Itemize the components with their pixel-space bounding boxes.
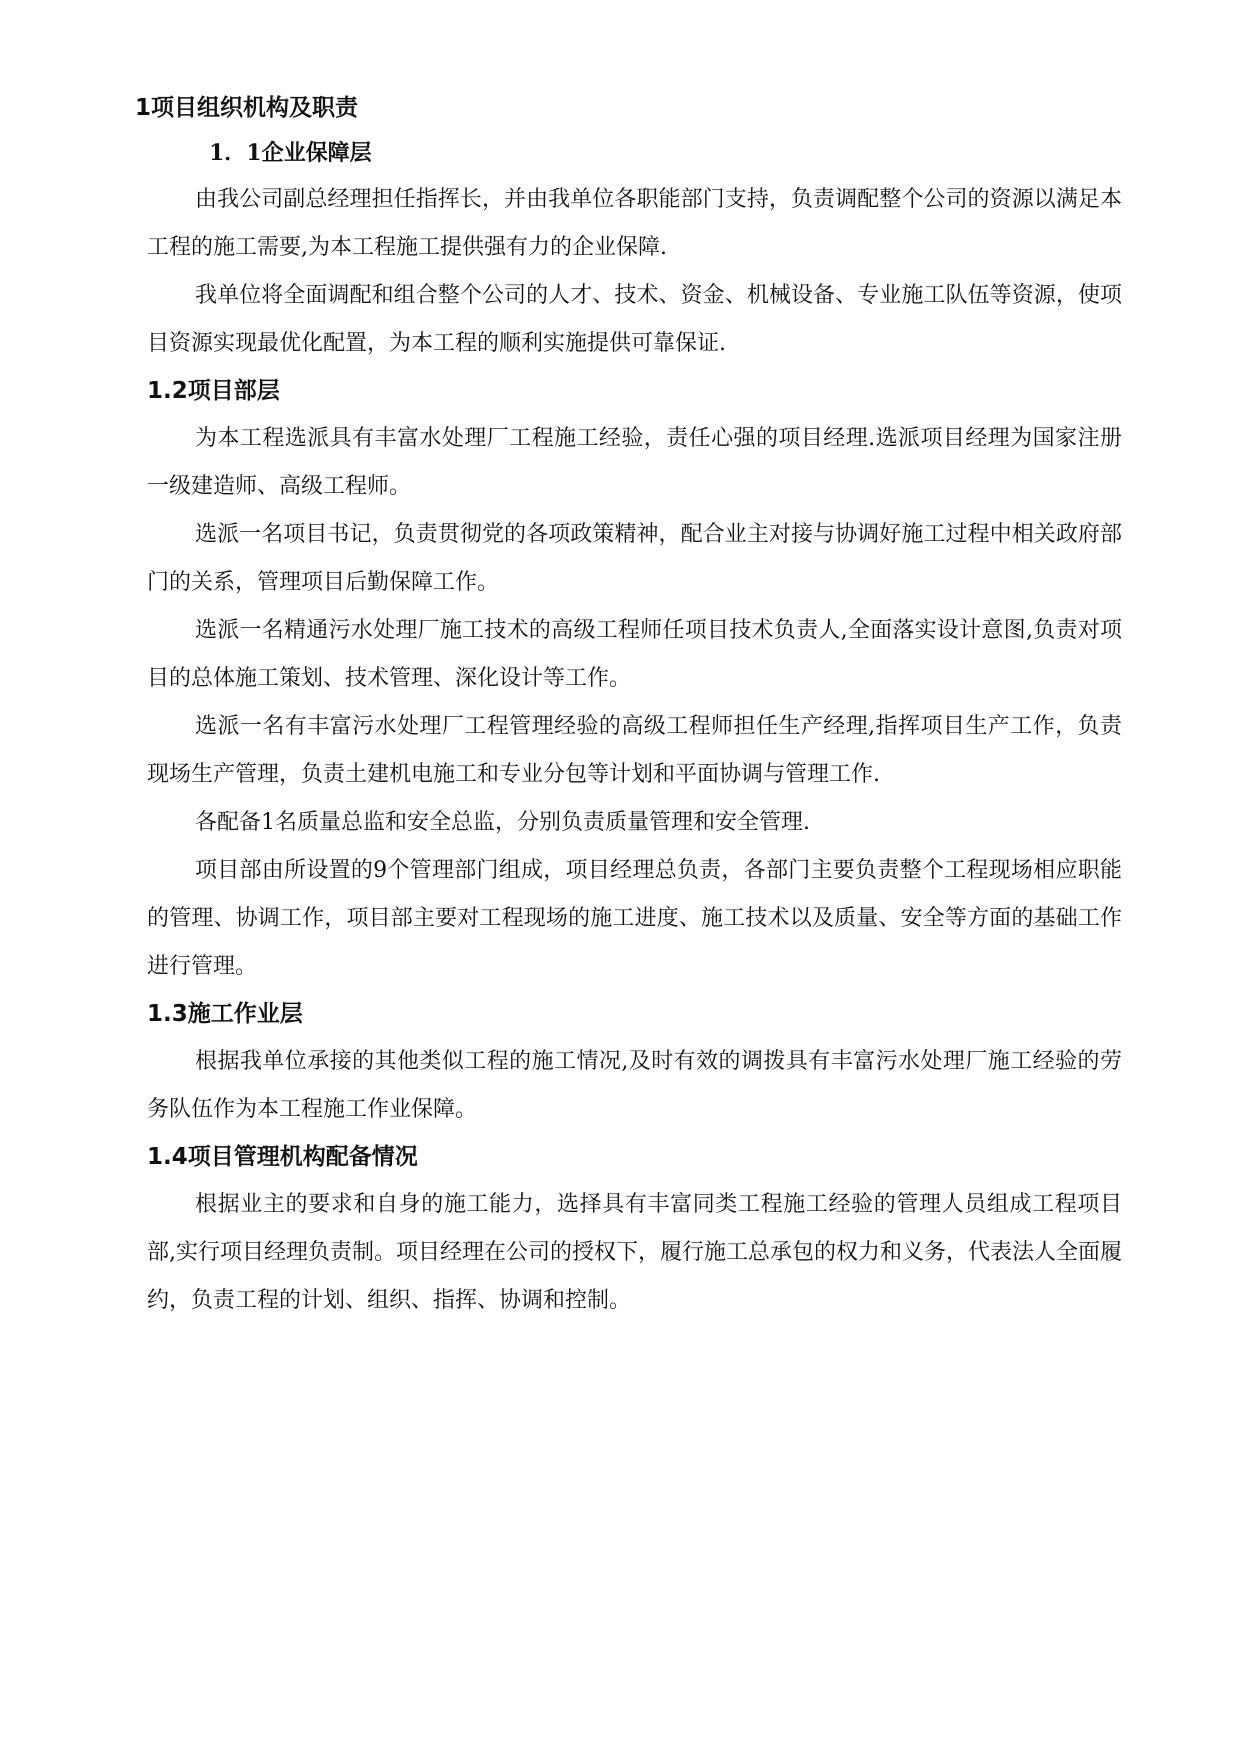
- document-body: [135, 86, 1122, 1325]
- section-1-3: [147, 991, 1122, 1134]
- section-1-2-paragraph: 选派一名精通污水处理厂施工技术的高级工程师任项目技术负责人,全面落实设计意图,负责对项目的总体施工策划、技术管理、深化设计等工作。: [147, 618, 1122, 691]
- section-1-2-paragraph: 各配备1名质量总监和安全总监，分别负责质量管理和安全管理.: [195, 810, 810, 835]
- section-1-2: [147, 368, 1122, 991]
- section-1-1-paragraph: 由我公司副总经理担任指挥长，并由我单位各职能部门支持，负责调配整个公司的资源以满足本工程的施工需要,为本工程施工提供强有力的企业保障.: [147, 187, 1122, 260]
- section-1-1: [147, 130, 1122, 368]
- section-1-3-paragraph: 根据我单位承接的其他类似工程的施工情况,及时有效的调拨具有丰富污水处理厂施工经验的劳务队伍作为本工程施工作业保障。: [147, 1049, 1122, 1122]
- section-1-1-heading: 1．1企业保障层: [209, 140, 372, 166]
- section-1-4: [147, 1134, 1122, 1325]
- section-1-4-heading: 1.4项目管理机构配备情况: [147, 1144, 418, 1170]
- section-1-2-heading: 1.2项目部层: [147, 378, 280, 404]
- section-1-3-heading: 1.3施工作业层: [147, 1001, 303, 1027]
- section-1-2-paragraph: 为本工程选派具有丰富水处理厂工程施工经验，责任心强的项目经理.选派项目经理为国家注册一级建造师、高级工程师。: [147, 426, 1122, 499]
- main-heading: 1项目组织机构及职责: [135, 95, 359, 121]
- section-1-2-paragraph: 项目部由所设置的9个管理部门组成，项目经理总负责，各部门主要负责整个工程现场相应职能的管理、协调工作，项目部主要对工程现场的施工进度、施工技术以及质量、安全等方面的基础工作进行管理。: [147, 858, 1122, 979]
- section-1-4-paragraph: 根据业主的要求和自身的施工能力，选择具有丰富同类工程施工经验的管理人员组成工程项目部,实行项目经理负责制。项目经理在公司的授权下，履行施工总承包的权力和义务，代表法人全面履约，负责工程的计划、组织、指挥、协调和控制。: [147, 1192, 1122, 1313]
- section-1-2-paragraph: 选派一名项目书记，负责贯彻党的各项政策精神，配合业主对接与协调好施工过程中相关政府部门的关系，管理项目后勤保障工作。: [147, 522, 1122, 595]
- section-1-2-paragraph: 选派一名有丰富污水处理厂工程管理经验的高级工程师担任生产经理,指挥项目生产工作，负责现场生产管理，负责土建机电施工和专业分包等计划和平面协调与管理工作.: [147, 714, 1122, 787]
- section-1-1-paragraph: 我单位将全面调配和组合整个公司的人才、技术、资金、机械设备、专业施工队伍等资源，使项目资源实现最优化配置，为本工程的顺利实施提供可靠保证.: [147, 283, 1122, 356]
